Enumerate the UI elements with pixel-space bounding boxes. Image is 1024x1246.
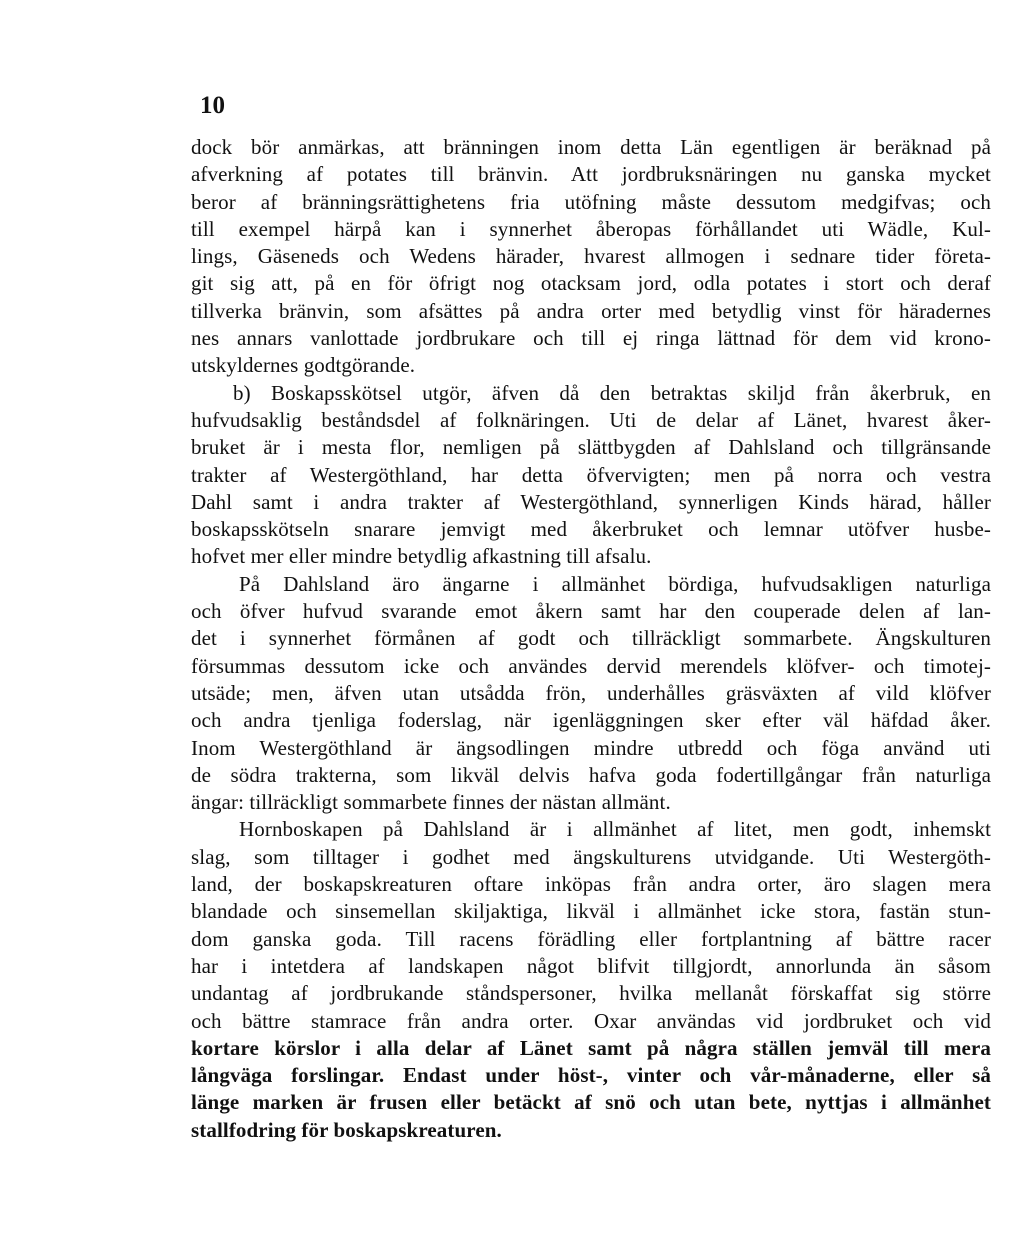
text-line: tillverka bränvin, som afsättes på andra orter med betydlig vinst för häradernes (191, 298, 991, 323)
text-line: stallfodring för boskapskreaturen. (191, 1117, 502, 1142)
text-line: och öfver hufvud svarande emot åkern samt har den couperade delen af lan- (191, 599, 991, 624)
page-number: 10 (200, 92, 225, 119)
text-line: dock bör anmärkas, att bränningen inom detta Län egentligen är beräknad på (191, 135, 991, 159)
text-line: bruket är i mesta flor, nemligen på slättbygden af Dahlsland och tillgränsande (191, 435, 991, 460)
text-line: beror af bränningsrättighetens fria utöfning måste dessutom medgifvas; och (191, 189, 991, 214)
text-line: nes annars vanlottade jordbrukare och till ej ringa lättnad för dem vid krono- (191, 326, 991, 351)
text-line: hofvet mer eller mindre betydlig afkastning till afsalu. (191, 544, 652, 569)
body-text (191, 134, 991, 1144)
text-line: Inom Westergöthland är ängsodlingen mindre utbredd och föga använd uti (191, 735, 991, 760)
text-line: boskapsskötseln snarare jemvigt med åkerbruket och lemnar utöfver husbe- (191, 517, 991, 542)
text-line: Hornboskapen på Dahlsland är i allmänhet af litet, men godt, inhemskt (239, 817, 991, 842)
text-line: det i synnerhet förmånen af godt och tillräckligt sommarbete. Ängskulturen (191, 626, 991, 651)
text-line: har i intetdera af landskapen något blifvit tillgjordt, annorlunda än såsom (191, 953, 991, 978)
text-line: På Dahlsland äro ängarne i allmänhet bördiga, hufvudsakligen naturliga (239, 571, 991, 596)
text-line: ängar: tillräckligt sommarbete finnes der nästan allmänt. (191, 790, 671, 815)
text-line: git sig att, på en för öfrigt nog otacksam jord, odla potates i stort och deraf (191, 271, 991, 296)
text-line: och andra tjenliga foderslag, när igenläggningen sker efter väl häfdad åker. (191, 708, 991, 733)
text-line: länge marken är frusen eller betäckt af snö och utan bete, nyttjas i allmänhet (191, 1090, 991, 1115)
text-line: trakter af Westergöthland, har detta öfvervigten; men på norra och vestra (191, 462, 991, 487)
text-line: dom ganska goda. Till racens förädling eller fortplantning af bättre racer (191, 926, 991, 951)
text-line: utskyldernes godtgörande. (191, 353, 416, 378)
text-line: och bättre stamrace från andra orter. Oxar användas vid jordbruket och vid (191, 1008, 991, 1033)
text-line: afverkning af potates till bränvin. Att jordbruksnäringen nu ganska mycket (191, 162, 991, 187)
text-line: Dahl samt i andra trakter af Westergöthland, synnerligen Kinds härad, håller (191, 489, 991, 514)
text-line: de södra trakterna, som likväl delvis hafva goda fodertillgångar från naturliga (191, 762, 991, 787)
text-line: till exempel härpå kan i synnerhet åberopas förhållandet uti Wädle, Kul- (191, 216, 991, 241)
text-line: försummas dessutom icke och användes dervid merendels klöfver- och timotej- (191, 653, 991, 678)
text-line: slag, som tilltager i godhet med ängskulturens utvidgande. Uti Westergöth- (191, 844, 991, 869)
text-line: blandade och sinsemellan skiljaktiga, likväl i allmänhet icke stora, fastän stun- (191, 899, 991, 924)
text-line: land, der boskapskreaturen oftare inköpas från andra orter, äro slagen mera (191, 872, 991, 897)
text-line: b) Boskapsskötsel utgör, äfven då den betraktas skiljd från åkerbruk, en (233, 380, 991, 405)
text-line: lings, Gäseneds och Wedens härader, hvarest allmogen i sednare tider företa- (191, 244, 991, 269)
text-line: långväga forslingar. Endast under höst-, vinter och vår-månaderne, eller så (191, 1063, 991, 1088)
text-line: hufvudsaklig beståndsdel af folknäringen. Uti de delar af Länet, hvarest åker- (191, 407, 991, 432)
text-line: undantag af jordbrukande ståndspersoner, hvilka mellanåt förskaffat sig större (191, 981, 991, 1006)
text-line: kortare körslor i alla delar af Länet samt på några ställen jemväl till mera (191, 1035, 991, 1060)
text-line: utsäde; men, äfven utan utsådda frön, underhålles gräsväxten af vild klöfver (191, 680, 991, 705)
